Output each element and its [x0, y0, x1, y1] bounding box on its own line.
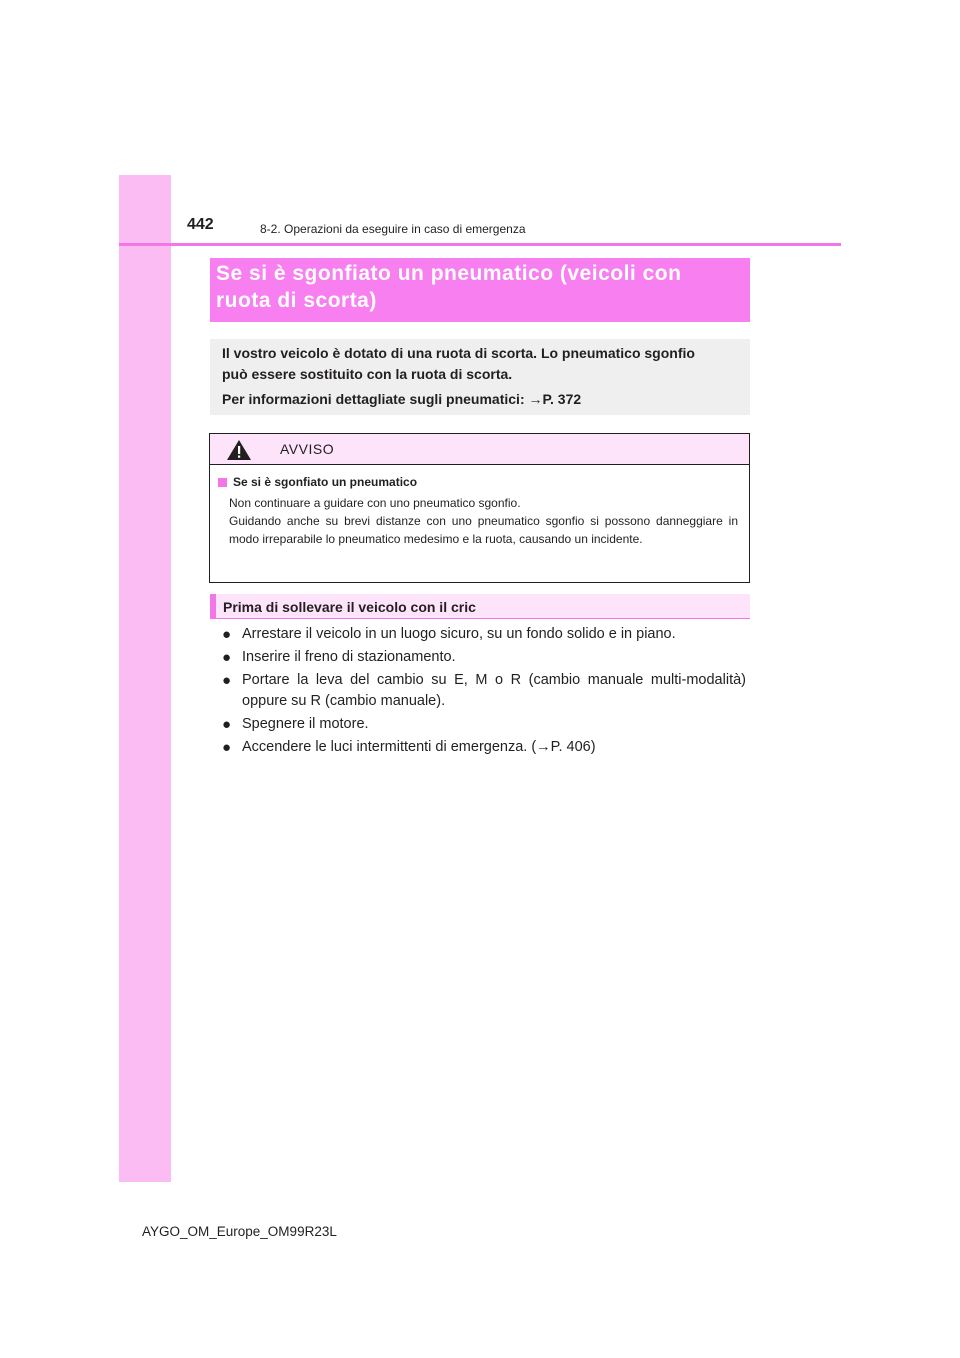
intro-box — [210, 339, 750, 415]
page-title — [210, 258, 750, 322]
intro-reference-link[interactable]: Per informazioni dettagliate sugli pneumatici: →P. 372 — [222, 391, 582, 407]
warning-triangle-icon — [226, 439, 252, 466]
bullet-dot-icon: ● — [222, 626, 232, 643]
bullet-dot-icon: ● — [222, 649, 232, 666]
list-item-text: Inserire il freno di stazionamento. — [242, 649, 456, 665]
subsection-accent-bar — [210, 594, 216, 618]
page-title-line-2: ruota di scorta) — [216, 289, 377, 312]
page-number: 442 — [187, 216, 214, 233]
list-item — [222, 670, 746, 712]
list-item-text: Arrestare il veicolo in un luogo sicuro, su un fondo solido e in piano. — [242, 626, 676, 642]
subsection-header — [210, 594, 750, 619]
list-item-text: Spegnere il motore. — [242, 716, 369, 732]
warning-box — [209, 433, 750, 583]
section-title: 8-2. Operazioni da eseguire in caso di emergenza — [260, 222, 526, 236]
list-item — [222, 714, 746, 735]
bullet-dot-icon: ● — [222, 716, 232, 733]
warning-text-line-2: Guidando anche su brevi distanze con uno pneumatico sgonfio si possono danneggiare in modo irreparabile lo pneumatico medesimo e la ruota, causando un incidente. — [229, 514, 738, 546]
intro-line-2: può essere sostituito con la ruota di scorta. — [222, 366, 513, 382]
list-item — [222, 647, 746, 668]
list-item-text[interactable]: Accendere le luci intermittenti di emergenza. (→P. 406) — [242, 739, 596, 755]
header-rule — [119, 243, 841, 246]
bullet-dot-icon: ● — [222, 739, 232, 756]
warning-header — [210, 434, 749, 465]
warning-subtitle-text: Se si è sgonfiato un pneumatico — [233, 475, 418, 489]
subsection-title: Prima di sollevare il veicolo con il cric — [223, 599, 476, 615]
intro-line-1: Il vostro veicolo è dotato di una ruota di scorta. Lo pneumatico sgonfio — [222, 345, 695, 361]
bullet-dot-icon: ● — [222, 672, 232, 689]
list-item — [222, 737, 746, 758]
square-bullet-icon — [218, 478, 227, 487]
page-title-line-1: Se si è sgonfiato un pneumatico (veicoli con — [216, 262, 682, 285]
warning-subtitle — [218, 475, 738, 489]
warning-label: AVVISO — [280, 441, 335, 457]
list-item-text: Portare la leva del cambio su E, M o R (cambio manuale multi-modalità) oppure su R (cambio manuale). — [242, 672, 746, 709]
side-strip — [119, 175, 171, 1182]
warning-text-line-1: Non continuare a guidare con uno pneumatico sgonfio. — [229, 496, 521, 510]
warning-body — [210, 465, 749, 548]
list-item — [222, 624, 746, 645]
footer-doc-code: AYGO_OM_Europe_OM99R23L — [142, 1224, 337, 1239]
bullet-list — [222, 624, 746, 760]
